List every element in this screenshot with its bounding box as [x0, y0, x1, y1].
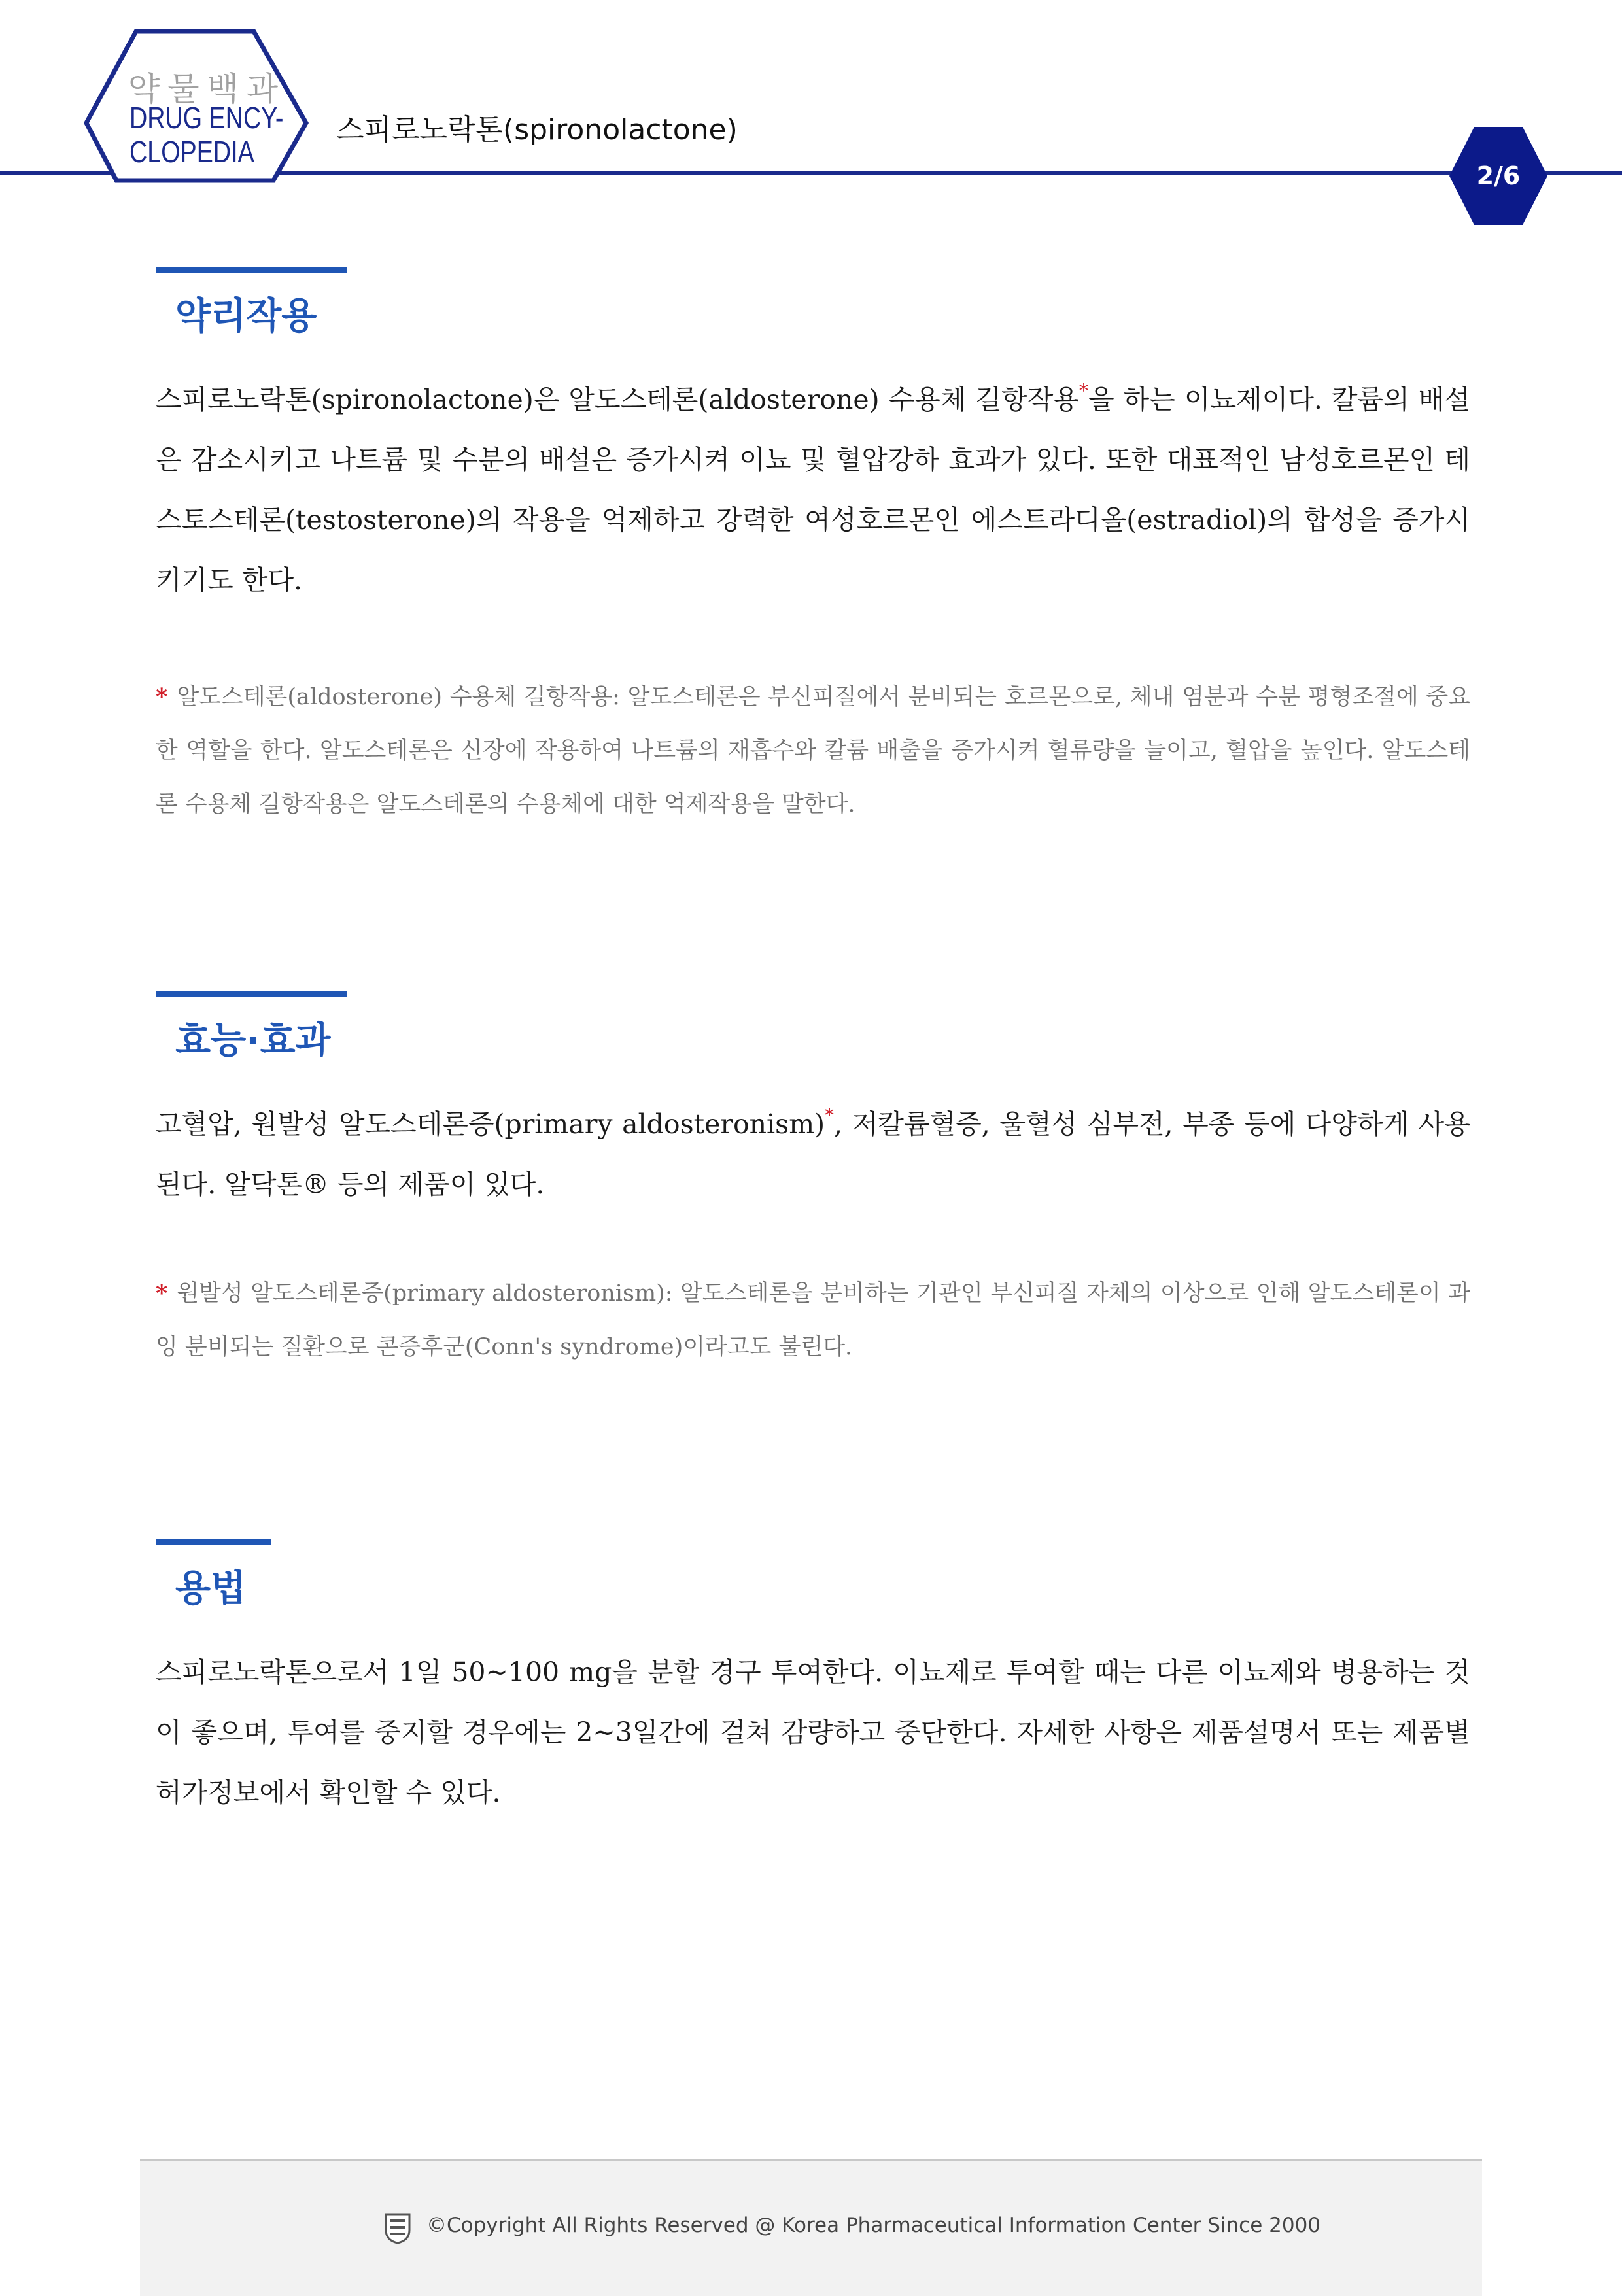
section-pharmacology [156, 267, 1470, 831]
body-text-part: , 저칼륨혈증, 울혈성 심부전, 부종 등에 다양하게 사용된다. 알닥톤® 등의 제품이 있다. [156, 1108, 1470, 1200]
footnote-marker: * [1078, 380, 1088, 402]
section-title: 효능·효과 [175, 1019, 331, 1062]
footnote [156, 670, 1470, 831]
kpic-emblem-icon [383, 2210, 412, 2244]
body-text-part: 스피로노락톤(spironolactone)은 알도스테론(aldosterone) 수용체 길항작용 [156, 384, 1079, 415]
logo-korean-text: 약물백과 [128, 70, 286, 108]
drug-encyclopedia-logo [77, 26, 313, 183]
body-text-part: 을 하는 이뇨제이다. 칼륨의 배설은 감소시키고 나트륨 및 수분의 배설은 증가시켜 이뇨 및 혈압강하 효과가 있다. 또한 대표적인 남성호르몬인 테스토스테론(testosterone)의 작용을 억제하고 강력한 여성호르몬인 에스트라디올(estradiol)의 합성을 증가시키기도 한다. [156, 384, 1471, 596]
footnote-star: * [156, 1280, 168, 1307]
page-number: 2/6 [1476, 162, 1521, 190]
copyright-text: ©Copyright All Rights Reserved @ Korea Pharmaceutical Information Center Since 2000 [426, 2214, 1321, 2237]
header-rule-tail [1547, 171, 1622, 175]
body-text-part: 고혈압, 원발성 알도스테론증(primary aldosteronism) [156, 1108, 825, 1140]
section-bar [156, 1539, 271, 1545]
section-title: 약리작용 [175, 295, 317, 337]
footnote-text: 알도스테론(aldosterone) 수용체 길항작용: 알도스테론은 부신피질에서 분비되는 호르몬으로, 체내 염분과 수분 평형조절에 중요한 역할을 한다. 알도스테론은 신장에 작용하여 나트륨의 재흡수와 칼륨 배출을 증가시켜 혈류량을 늘이고, 혈압을 높인다. 알도스테론 수용체 길항작용은 알도스테론의 수용체에 대한 억제작용을 말한다. [156, 684, 1470, 817]
footnote [156, 1267, 1470, 1374]
section-dosage [156, 1539, 1470, 1823]
section-body: 스피로노락톤으로서 1일 50~100 mg을 분할 경구 투여한다. 이뇨제로 투여할 때는 다른 이뇨제와 병용하는 것이 좋으며, 투여를 중지할 경우에는 2~3일간에 걸쳐 감량하고 중단한다. 자세한 사항은 제품설명서 또는 제품별 허가정보에서 확인할 수 있다. [156, 1656, 1470, 1808]
section-body [156, 1094, 1470, 1214]
document-title: 스피로노락톤(spironolactone) [336, 113, 738, 146]
footnote-marker: * [825, 1105, 835, 1126]
page-number-badge [1449, 127, 1547, 225]
section-body [156, 369, 1470, 610]
footnote-text: 원발성 알도스테론증(primary aldosteronism): 알도스테론을 분비하는 기관인 부신피질 자체의 이상으로 인해 알도스테론이 과잉 분비되는 질환으로 콘증후군(Conn's syndrome)이라고도 불린다. [156, 1280, 1470, 1360]
section-title: 용법 [175, 1568, 247, 1610]
section-bar [156, 267, 347, 273]
footnote-star: * [156, 683, 168, 710]
section-bar [156, 991, 347, 997]
section-efficacy [156, 991, 1470, 1374]
logo-english-text: DRUG ENCY- CLOPEDIA [129, 101, 284, 169]
